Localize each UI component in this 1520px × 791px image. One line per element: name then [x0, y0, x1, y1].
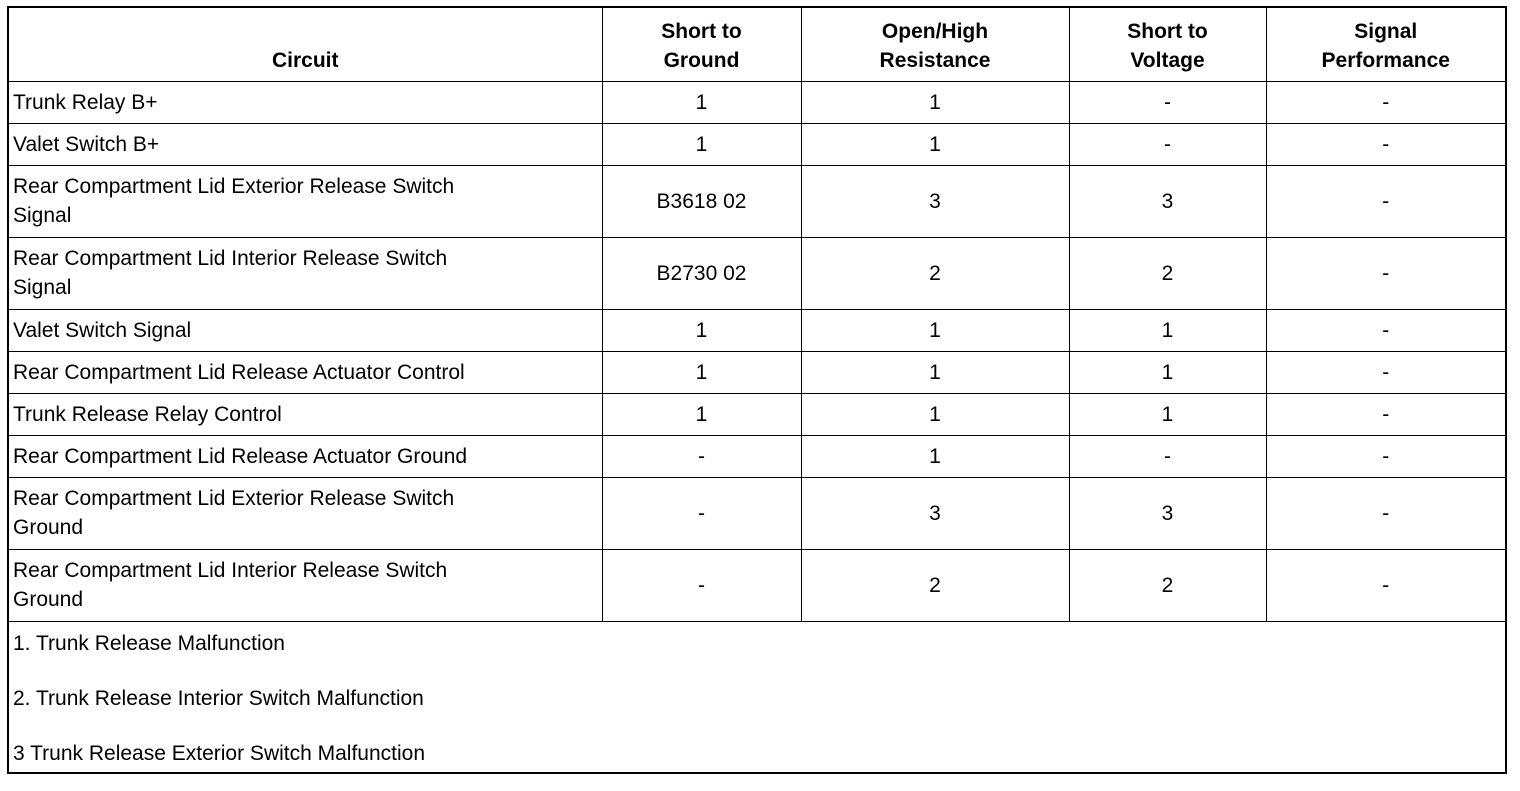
- short-to-voltage-cell: -: [1069, 81, 1266, 123]
- table-row: [9, 477, 1505, 549]
- open-high-resistance-cell: 1: [801, 435, 1069, 477]
- circuit-name-line: Trunk Relay B+: [13, 90, 158, 114]
- circuit-name-cell: [9, 237, 602, 309]
- short-to-ground-cell: 1: [602, 351, 801, 393]
- header-short-to-voltage: Short to Voltage: [1069, 8, 1266, 81]
- header-row: [9, 8, 1505, 81]
- short-to-ground-cell: -: [602, 549, 801, 621]
- header-open-high-resistance: Open/High Resistance: [801, 8, 1069, 81]
- circuit-name-cell: [9, 123, 602, 165]
- circuit-diagnostic-table: [9, 8, 1505, 622]
- table-row: [9, 309, 1505, 351]
- table-row: [9, 393, 1505, 435]
- circuit-name-cell: [9, 393, 602, 435]
- circuit-name-line: Rear Compartment Lid Exterior Release Switch: [13, 487, 455, 510]
- circuit-table-container: [7, 6, 1507, 774]
- footnote-1: 1. Trunk Release Malfunction: [13, 631, 285, 655]
- signal-performance-cell: -: [1266, 165, 1505, 237]
- open-high-resistance-cell: 2: [801, 237, 1069, 309]
- table-row: [9, 165, 1505, 237]
- circuit-name-cell: [9, 81, 602, 123]
- circuit-name-cell: [9, 165, 602, 237]
- signal-performance-cell: -: [1266, 123, 1505, 165]
- short-to-voltage-cell: 2: [1069, 549, 1266, 621]
- signal-performance-cell: -: [1266, 237, 1505, 309]
- circuit-name-line: Ground: [13, 588, 84, 611]
- short-to-ground-cell: -: [602, 435, 801, 477]
- header-signal-performance: Signal Performance: [1266, 8, 1505, 81]
- circuit-name-cell: [9, 435, 602, 477]
- circuit-name-line: Ground: [13, 516, 84, 539]
- open-high-resistance-cell: 1: [801, 309, 1069, 351]
- short-to-voltage-cell: 1: [1069, 351, 1266, 393]
- short-to-ground-cell: 1: [602, 81, 801, 123]
- circuit-name-line: Signal: [13, 276, 72, 299]
- header-circuit: Circuit: [9, 8, 602, 81]
- table-row: [9, 549, 1505, 621]
- short-to-ground-cell: -: [602, 477, 801, 549]
- circuit-name-line: Signal: [13, 204, 72, 227]
- table-row: [9, 435, 1505, 477]
- circuit-name-cell: [9, 309, 602, 351]
- short-to-voltage-cell: 1: [1069, 393, 1266, 435]
- open-high-resistance-cell: 1: [801, 81, 1069, 123]
- footnotes: [9, 622, 1505, 791]
- short-to-ground-cell: B2730 02: [602, 237, 801, 309]
- circuit-name-line: Rear Compartment Lid Exterior Release Switch: [13, 175, 455, 198]
- signal-performance-cell: -: [1266, 549, 1505, 621]
- short-to-ground-cell: 1: [602, 309, 801, 351]
- circuit-name-cell: [9, 351, 602, 393]
- short-to-voltage-cell: -: [1069, 435, 1266, 477]
- short-to-voltage-cell: 1: [1069, 309, 1266, 351]
- circuit-name-line: Rear Compartment Lid Release Actuator Ground: [13, 444, 468, 468]
- signal-performance-cell: -: [1266, 309, 1505, 351]
- table-row: [9, 237, 1505, 309]
- circuit-name-line: Rear Compartment Lid Interior Release Switch: [13, 247, 448, 270]
- circuit-name-line: Valet Switch Signal: [13, 318, 192, 342]
- signal-performance-cell: -: [1266, 393, 1505, 435]
- circuit-name-line: Valet Switch B+: [13, 132, 160, 156]
- open-high-resistance-cell: 1: [801, 123, 1069, 165]
- open-high-resistance-cell: 1: [801, 351, 1069, 393]
- table-row: [9, 123, 1505, 165]
- short-to-voltage-cell: 3: [1069, 165, 1266, 237]
- signal-performance-cell: -: [1266, 435, 1505, 477]
- short-to-voltage-cell: -: [1069, 123, 1266, 165]
- footnote-2: 2. Trunk Release Interior Switch Malfunction: [13, 686, 424, 710]
- short-to-voltage-cell: 3: [1069, 477, 1266, 549]
- circuit-name-cell: [9, 477, 602, 549]
- table-row: [9, 81, 1505, 123]
- open-high-resistance-cell: 3: [801, 477, 1069, 549]
- footnote-3: 3 Trunk Release Exterior Switch Malfunction: [13, 741, 426, 765]
- circuit-name-line: Trunk Release Relay Control: [13, 402, 282, 426]
- short-to-ground-cell: 1: [602, 393, 801, 435]
- circuit-name-line: Rear Compartment Lid Release Actuator Control: [13, 360, 465, 384]
- open-high-resistance-cell: 1: [801, 393, 1069, 435]
- open-high-resistance-cell: 2: [801, 549, 1069, 621]
- circuit-name-cell: [9, 549, 602, 621]
- table-row: [9, 351, 1505, 393]
- short-to-ground-cell: 1: [602, 123, 801, 165]
- signal-performance-cell: -: [1266, 477, 1505, 549]
- table-body: [9, 81, 1505, 621]
- circuit-name-line: Rear Compartment Lid Interior Release Switch: [13, 559, 448, 582]
- short-to-voltage-cell: 2: [1069, 237, 1266, 309]
- open-high-resistance-cell: 3: [801, 165, 1069, 237]
- signal-performance-cell: -: [1266, 81, 1505, 123]
- header-short-to-ground: Short to Ground: [602, 8, 801, 81]
- short-to-ground-cell: B3618 02: [602, 165, 801, 237]
- signal-performance-cell: -: [1266, 351, 1505, 393]
